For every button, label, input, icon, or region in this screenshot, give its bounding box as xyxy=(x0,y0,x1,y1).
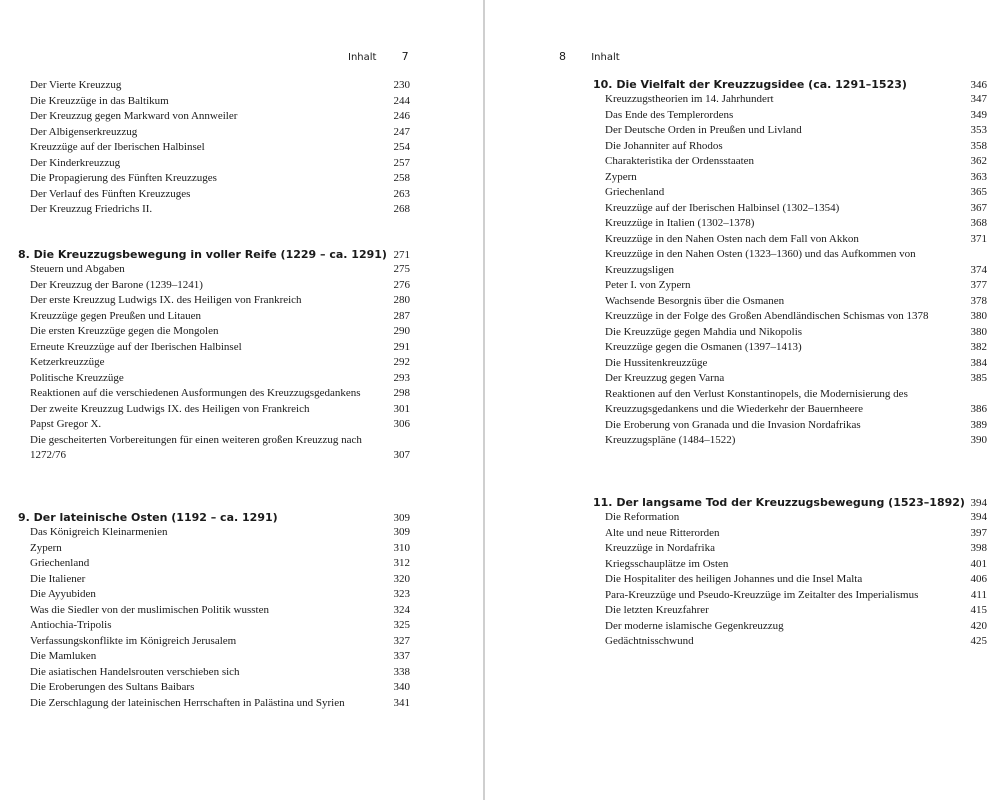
toc-entry[interactable] xyxy=(593,634,987,650)
toc-entry-title: Der Kreuzzug Friedrichs II. xyxy=(30,203,153,215)
toc-entry-page-number: 367 xyxy=(970,201,987,214)
toc-entry-page-number: 389 xyxy=(970,418,987,431)
toc-entry[interactable] xyxy=(18,355,410,371)
toc-entry[interactable] xyxy=(593,278,987,294)
toc-entry-page-number: 398 xyxy=(970,542,987,554)
toc-entry-title: Die Eroberung von Granada und die Invasion Nordafrikas xyxy=(605,418,861,431)
chapter-heading[interactable] xyxy=(18,247,410,262)
toc-entry-page-number: 268 xyxy=(393,203,410,215)
toc-entry[interactable] xyxy=(593,92,987,108)
toc-entry-page-number: 380 xyxy=(970,325,987,338)
toc-entry-title: Griechenland xyxy=(30,557,90,569)
toc-entry[interactable] xyxy=(18,417,410,433)
toc-entry-page-number: 276 xyxy=(393,278,410,291)
toc-entry-page-number: 397 xyxy=(970,526,987,539)
toc-entry-title: Der Albigenserkreuzzug xyxy=(30,125,138,138)
toc-entry[interactable] xyxy=(18,109,410,125)
toc-entry-title: Der moderne islamische Gegenkreuzzug xyxy=(605,619,784,632)
toc-entry[interactable] xyxy=(18,187,410,203)
toc-entry-page-number: 263 xyxy=(393,187,410,200)
toc-entry-title: Die asiatischen Handelsrouten verschieben sich xyxy=(30,665,240,678)
toc-entry[interactable] xyxy=(18,293,410,309)
toc-entry-page-number: 247 xyxy=(393,125,410,138)
toc-entry-title: Das Königreich Kleinarmenien xyxy=(30,526,168,538)
toc-entry-page-number: 310 xyxy=(393,541,410,554)
toc-entry-page-number: 293 xyxy=(393,371,410,384)
toc-entry[interactable] xyxy=(18,541,410,557)
toc-entry-page-number: 362 xyxy=(970,155,987,167)
toc-entry-title: Die Mamluken xyxy=(30,650,97,662)
toc-entry[interactable] xyxy=(18,572,410,588)
toc-entry-page-number: 411 xyxy=(970,588,987,601)
toc-section-chapter-10 xyxy=(593,77,987,449)
toc-entry-page-number: 325 xyxy=(393,619,410,631)
toc-entry-title: Kreuzzugstheorien im 14. Jahrhundert xyxy=(605,93,774,105)
toc-entry-title: Der Kreuzzug gegen Markward von Annweiler xyxy=(30,110,238,122)
toc-entry[interactable] xyxy=(18,680,410,696)
toc-entry-page-number: 340 xyxy=(393,681,410,693)
toc-entry-title: Die ersten Kreuzzüge gegen die Mongolen xyxy=(30,325,219,337)
chapter-page-number: 394 xyxy=(970,497,987,509)
running-head-left xyxy=(348,50,409,63)
toc-entry-title: Kreuzzugspläne (1484–1522) xyxy=(605,434,736,446)
toc-entry[interactable] xyxy=(18,634,410,650)
toc-entry-title: Wachsende Besorgnis über die Osmanen xyxy=(605,294,785,307)
toc-entry-page-number: 280 xyxy=(393,294,410,306)
toc-entry-title: Kreuzzüge auf der Iberischen Halbinsel xyxy=(30,141,205,153)
toc-entry[interactable] xyxy=(18,525,410,541)
chapter-heading[interactable] xyxy=(593,495,987,510)
toc-entry-page-number: 363 xyxy=(970,170,987,183)
toc-entry-page-number: 415 xyxy=(970,604,987,616)
toc-entry-page-number: 275 xyxy=(393,263,410,275)
toc-entry[interactable] xyxy=(18,618,410,634)
toc-entry-page-number: 368 xyxy=(970,217,987,229)
toc-entry-title: Kreuzzüge in Italien (1302–1378) xyxy=(605,217,755,229)
toc-entry-page-number: 371 xyxy=(970,232,987,245)
toc-entry-title: Kreuzzüge in den Nahen Osten (1323–1360) und das Aufkommen von Kreuzzugsligen xyxy=(605,248,916,276)
toc-entry[interactable] xyxy=(18,125,410,141)
toc-entry-title: Der Vierte Kreuzzug xyxy=(30,79,122,91)
toc-entry-page-number: 353 xyxy=(970,124,987,136)
toc-entry-page-number: 292 xyxy=(393,356,410,368)
toc-entry[interactable] xyxy=(593,619,987,635)
left-page xyxy=(0,0,483,800)
toc-entry-title: Die Italiener xyxy=(30,572,86,585)
toc-entry[interactable] xyxy=(18,371,410,387)
toc-entry[interactable] xyxy=(593,433,987,449)
toc-entry-page-number: 374 xyxy=(970,263,987,276)
toc-entry-title: Die Ayyubiden xyxy=(30,588,96,600)
toc-entry-page-number: 301 xyxy=(393,402,410,415)
toc-entry-page-number: 306 xyxy=(393,418,410,430)
toc-entry[interactable] xyxy=(18,202,410,218)
toc-entry[interactable] xyxy=(18,603,410,619)
toc-entry-title: Der Deutsche Orden in Preußen und Livland xyxy=(605,124,802,136)
running-head-label: Inhalt xyxy=(591,52,620,63)
toc-entry-title: Die Zerschlagung der lateinischen Herrschaften in Palästina und Syrien xyxy=(30,696,345,709)
toc-entry[interactable] xyxy=(593,216,987,232)
toc-entry-page-number: 254 xyxy=(393,141,410,153)
toc-entry-title: Papst Gregor X. xyxy=(30,418,102,430)
toc-entry[interactable] xyxy=(593,108,987,124)
toc-entry-page-number: 246 xyxy=(393,110,410,122)
toc-entry-title: Kreuzzüge gegen Preußen und Litauen xyxy=(30,309,202,322)
toc-entry[interactable] xyxy=(18,665,410,681)
toc-entry-title: Kreuzzüge in den Nahen Osten nach dem Fall von Akkon xyxy=(605,232,859,245)
toc-entry-page-number: 327 xyxy=(393,634,410,647)
toc-entry-page-number: 378 xyxy=(970,294,987,307)
toc-section-chapter-9 xyxy=(18,510,410,711)
toc-entry-page-number: 401 xyxy=(970,557,987,570)
toc-entry[interactable] xyxy=(593,309,987,325)
page-number: 7 xyxy=(401,50,409,63)
toc-entry-page-number: 337 xyxy=(393,650,410,662)
toc-entry-title: Kreuzzüge auf der Iberischen Halbinsel (1302–1354) xyxy=(605,201,840,214)
toc-entry[interactable] xyxy=(18,171,410,187)
toc-entry-page-number: 382 xyxy=(970,341,987,353)
toc-entry-title: Para-Kreuzzüge und Pseudo-Kreuzzüge im Zeitalter des Imperialismus xyxy=(605,588,919,601)
toc-entry-page-number: 291 xyxy=(393,340,410,353)
toc-entry-page-number: 386 xyxy=(970,403,987,415)
toc-entry-title: Die Kreuzzüge gegen Mahdia und Nikopolis xyxy=(605,325,803,338)
toc-entry-title: Die Reformation xyxy=(605,511,680,523)
toc-entry-page-number: 307 xyxy=(393,449,410,461)
toc-entry-title: Der Verlauf des Fünften Kreuzzuges xyxy=(30,187,191,200)
toc-entry-title: Der Kreuzzug der Barone (1239–1241) xyxy=(30,278,203,291)
toc-entry-page-number: 338 xyxy=(393,665,410,678)
page-number: 8 xyxy=(559,50,566,63)
toc-entry[interactable] xyxy=(593,185,987,201)
toc-entry[interactable] xyxy=(18,649,410,665)
toc-entry-page-number: 290 xyxy=(393,325,410,337)
toc-entry-title: Die Kreuzzüge in das Baltikum xyxy=(30,94,169,107)
toc-entry-title: Alte und neue Ritterorden xyxy=(605,526,720,539)
toc-entry-page-number: 244 xyxy=(393,94,410,107)
toc-entry-page-number: 385 xyxy=(970,372,987,384)
toc-entry-page-number: 258 xyxy=(393,172,410,184)
toc-entry-page-number: 287 xyxy=(393,309,410,322)
toc-entry-page-number: 420 xyxy=(970,619,987,632)
toc-entry[interactable] xyxy=(18,433,410,464)
toc-entry-title: Der zweite Kreuzzug Ludwigs IX. des Heiligen von Frankreich xyxy=(30,402,310,415)
toc-entry[interactable] xyxy=(593,418,987,434)
toc-entry-title: Kriegsschauplätze im Osten xyxy=(605,557,729,570)
toc-entry[interactable] xyxy=(18,156,410,172)
toc-entry[interactable] xyxy=(593,572,987,588)
toc-entry-title: Antiochia-Tripolis xyxy=(30,619,112,631)
toc-entry-title: Der Kreuzzug gegen Varna xyxy=(605,372,725,384)
toc-section-chapter-11 xyxy=(593,495,987,650)
toc-entry-title: Das Ende des Templerordens xyxy=(605,108,734,121)
toc-entry-title: Ketzerkreuzzüge xyxy=(30,356,105,368)
toc-entry[interactable] xyxy=(18,386,410,402)
toc-entry-page-number: 347 xyxy=(970,93,987,105)
chapter-title: 11. Der langsame Tod der Kreuzzugsbewegung (1523–1892) xyxy=(593,496,965,509)
toc-entry[interactable] xyxy=(593,356,987,372)
toc-entry[interactable] xyxy=(593,387,987,418)
toc-entry-page-number: 349 xyxy=(970,108,987,121)
toc-entry[interactable] xyxy=(593,154,987,170)
chapter-page-number: 346 xyxy=(970,79,987,91)
toc-entry-page-number: 323 xyxy=(393,588,410,600)
toc-entry[interactable] xyxy=(18,278,410,294)
toc-section-continued xyxy=(18,78,410,218)
toc-entry-page-number: 341 xyxy=(393,696,410,709)
toc-entry[interactable] xyxy=(18,556,410,572)
toc-entry-page-number: 425 xyxy=(970,635,987,647)
toc-entry[interactable] xyxy=(593,123,987,139)
toc-entry-title: Politische Kreuzzüge xyxy=(30,371,124,384)
toc-entry[interactable] xyxy=(18,696,410,712)
toc-entry-title: Zypern xyxy=(605,170,637,183)
toc-entry[interactable] xyxy=(18,402,410,418)
toc-entry-page-number: 384 xyxy=(970,356,987,369)
toc-entry-title: Reaktionen auf den Verlust Konstantinopels, die Modernisierung des Kreuzzugsgedankens und die Wiederkehr der Bauernheere xyxy=(605,387,908,415)
toc-section-chapter-8 xyxy=(18,247,410,464)
toc-entry-title: Kreuzzüge gegen die Osmanen (1397–1413) xyxy=(605,341,802,353)
chapter-page-number: 309 xyxy=(393,512,410,524)
toc-entry-title: Steuern und Abgaben xyxy=(30,263,125,275)
chapter-title: 10. Die Vielfalt der Kreuzzugsidee (ca. 1291–1523) xyxy=(593,78,907,91)
toc-entry-title: Reaktionen auf die verschiedenen Ausformungen des Kreuzzugsgedankens xyxy=(30,387,361,399)
chapter-heading[interactable] xyxy=(593,77,987,92)
toc-entry[interactable] xyxy=(593,139,987,155)
toc-entry[interactable] xyxy=(593,603,987,619)
toc-entry-page-number: 390 xyxy=(970,434,987,446)
toc-entry-title: Die Johanniter auf Rhodos xyxy=(605,139,723,152)
toc-entry-page-number: 230 xyxy=(393,79,410,91)
toc-entry-title: Die Hospitaliter des heiligen Johannes und die Insel Malta xyxy=(605,573,863,585)
toc-entry-title: Die Hussitenkreuzzüge xyxy=(605,356,708,369)
toc-entry-page-number: 358 xyxy=(970,139,987,152)
toc-entry[interactable] xyxy=(593,201,987,217)
toc-entry-title: Die Propagierung des Fünften Kreuzzuges xyxy=(30,172,217,184)
toc-entry[interactable] xyxy=(593,170,987,186)
toc-entry-title: Was die Siedler von der muslimischen Politik wussten xyxy=(30,603,269,616)
toc-entry-page-number: 406 xyxy=(970,573,987,585)
toc-entry-title: Charakteristika der Ordensstaaten xyxy=(605,155,755,167)
toc-entry-page-number: 257 xyxy=(393,156,410,169)
toc-entry-page-number: 380 xyxy=(970,310,987,322)
toc-entry[interactable] xyxy=(18,309,410,325)
toc-entry-page-number: 365 xyxy=(970,186,987,198)
right-page xyxy=(485,0,1000,800)
toc-entry[interactable] xyxy=(593,294,987,310)
toc-entry[interactable] xyxy=(593,232,987,248)
toc-entry-title: Der erste Kreuzzug Ludwigs IX. des Heiligen von Frankreich xyxy=(30,294,302,306)
toc-entry[interactable] xyxy=(593,557,987,573)
toc-entry-title: Kreuzzüge in Nordafrika xyxy=(605,542,715,554)
chapter-page-number: 271 xyxy=(393,249,410,261)
toc-entry[interactable] xyxy=(18,94,410,110)
chapter-title: 8. Die Kreuzzugsbewegung in voller Reife (1229 – ca. 1291) xyxy=(18,248,387,261)
running-head-right xyxy=(559,50,620,63)
toc-entry[interactable] xyxy=(593,371,987,387)
chapter-title: 9. Der lateinische Osten (1192 – ca. 1291) xyxy=(18,511,278,524)
toc-entry-title: Die Eroberungen des Sultans Baibars xyxy=(30,681,195,693)
toc-entry-title: Kreuzzüge in der Folge des Großen Abendländischen Schismas von 1378 xyxy=(605,310,929,322)
toc-entry[interactable] xyxy=(18,78,410,94)
toc-entry[interactable] xyxy=(593,247,987,278)
toc-entry-page-number: 377 xyxy=(970,279,987,291)
toc-entry-title: Die letzten Kreuzfahrer xyxy=(605,604,709,616)
toc-entry[interactable] xyxy=(18,587,410,603)
toc-entry-title: Zypern xyxy=(30,541,62,554)
toc-entry-page-number: 309 xyxy=(393,526,410,538)
toc-entry-title: Erneute Kreuzzüge auf der Iberischen Halbinsel xyxy=(30,340,242,353)
toc-entry-title: Griechenland xyxy=(605,186,665,198)
toc-entry-title: Gedächtnisschwund xyxy=(605,635,694,647)
toc-entry-page-number: 394 xyxy=(970,511,987,523)
toc-entry-title: Peter I. von Zypern xyxy=(605,279,691,291)
toc-entry-page-number: 312 xyxy=(393,557,410,569)
toc-entry-title: Die gescheiterten Vorbereitungen für einen weiteren großen Kreuzzug nach 1272/76 xyxy=(30,433,362,461)
toc-entry[interactable] xyxy=(18,262,410,278)
chapter-heading[interactable] xyxy=(18,510,410,525)
toc-entry-page-number: 320 xyxy=(393,572,410,585)
toc-entry[interactable] xyxy=(593,325,987,341)
toc-entry[interactable] xyxy=(593,340,987,356)
toc-entry-page-number: 298 xyxy=(393,387,410,399)
toc-entry[interactable] xyxy=(593,510,987,526)
toc-entry[interactable] xyxy=(18,140,410,156)
running-head-label: Inhalt xyxy=(348,52,377,63)
toc-entry-title: Der Kinderkreuzzug xyxy=(30,156,121,169)
toc-entry-page-number: 324 xyxy=(393,603,410,616)
toc-entry[interactable] xyxy=(593,526,987,542)
toc-entry-title: Verfassungskonflikte im Königreich Jerusalem xyxy=(30,634,237,647)
toc-entry[interactable] xyxy=(593,541,987,557)
toc-entry[interactable] xyxy=(593,588,987,604)
toc-entry[interactable] xyxy=(18,324,410,340)
toc-entry[interactable] xyxy=(18,340,410,356)
